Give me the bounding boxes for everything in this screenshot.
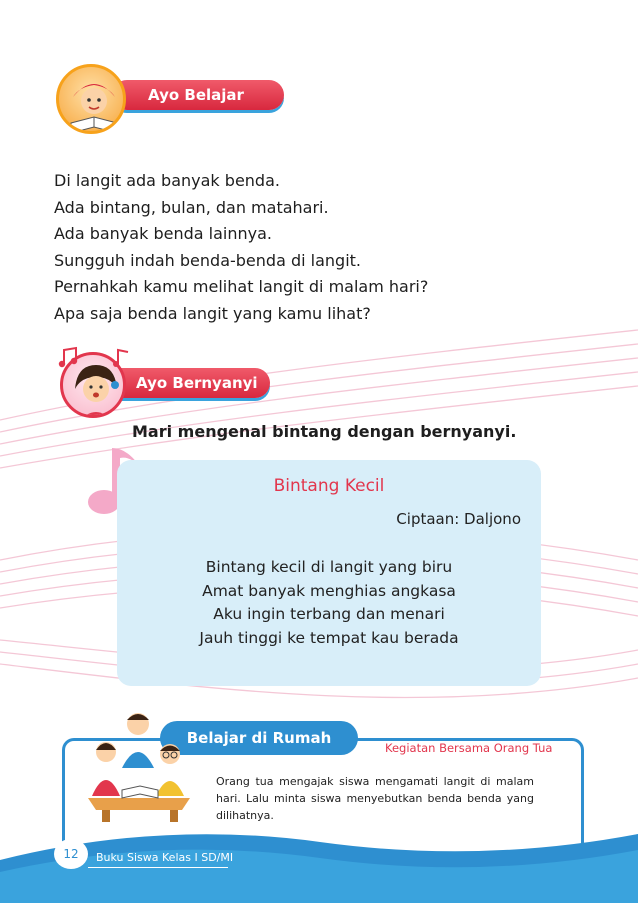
intro-text	[54, 168, 428, 327]
section-label: Belajar di Rumah	[186, 729, 332, 747]
intro-line: Pernahkah kamu melihat langit di malam hari?	[54, 277, 429, 296]
intro-line: Ada banyak benda lainnya.	[54, 224, 272, 243]
song-author: Ciptaan: Daljono	[396, 510, 521, 528]
music-note-icon	[58, 346, 78, 368]
lyric-line: Aku ingin terbang dan menari	[213, 605, 445, 623]
reading-child-icon	[59, 67, 126, 134]
section-header-ayo-belajar	[112, 80, 284, 110]
family-study-illustration	[78, 706, 202, 824]
home-activity-text: Orang tua mengajak siswa mengamati langit di malam hari. Lalu minta siswa menyebutkan benda benda yang dilihatnya.	[216, 775, 534, 822]
intro-line: Apa saja benda langit yang kamu lihat?	[54, 303, 371, 323]
lyric-line: Jauh tinggi ke tempat kau berada	[199, 628, 459, 647]
book-title: Buku Siswa Kelas I SD/MI	[96, 851, 234, 864]
section-label: Ayo Bernyanyi	[136, 374, 258, 392]
home-subtitle: Kegiatan Bersama Orang Tua	[385, 741, 553, 755]
lyric-line: Amat banyak menghias angkasa	[202, 581, 456, 600]
song-box	[117, 460, 541, 686]
intro-line: Ada bintang, bulan, dan matahari.	[54, 197, 329, 217]
song-title: Bintang Kecil	[273, 476, 385, 496]
intro-line: Sungguh indah benda-benda di langit.	[54, 250, 361, 270]
lyric-line: Bintang kecil di langit yang biru	[205, 558, 453, 576]
page-number: 12	[54, 839, 88, 869]
section-label: Ayo Belajar	[148, 86, 244, 104]
intro-line: Di langit ada banyak benda.	[54, 171, 280, 190]
song-instruction: Mari mengenal bintang dengan bernyanyi.	[132, 422, 517, 441]
music-note-icon	[112, 348, 130, 368]
song-lyrics	[117, 556, 541, 650]
reading-child-badge	[56, 64, 126, 134]
footer-underline	[88, 867, 228, 868]
